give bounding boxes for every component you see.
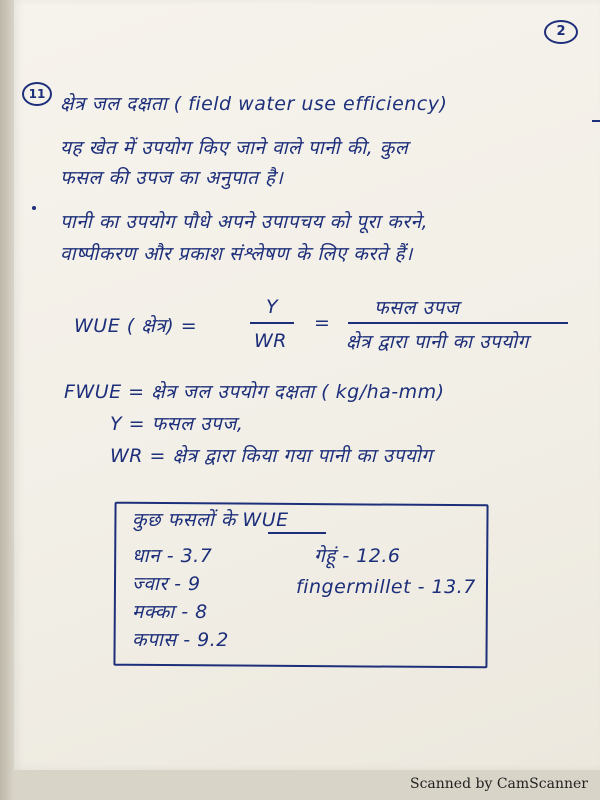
- notebook-page: [14, 0, 600, 770]
- formula-equals: =: [314, 312, 331, 334]
- crop-fingermillet: fingermillet - 13.7: [296, 576, 476, 598]
- legend-fwue: FWUE = क्षेत्र जल उपयोग दक्षता ( kg/ha-mm): [64, 381, 445, 403]
- fraction-bar-2: [348, 322, 568, 324]
- legend-wr: WR = क्षेत्र द्वारा किया गया पानी का उपयोग: [110, 445, 433, 467]
- legend-y: Y = फसल उपज,: [110, 413, 244, 435]
- page-number: 2: [544, 20, 578, 44]
- box-title-underline: [268, 532, 326, 534]
- scan-edge-shadow: [0, 0, 14, 800]
- crop-cotton: कपास - 9.2: [132, 629, 229, 651]
- note-line-2: वाष्पीकरण और प्रकाश संश्लेषण के लिए करते हैं।: [60, 243, 413, 265]
- crop-maize: मक्का - 8: [132, 601, 208, 623]
- formula-frac1-numerator: Y: [266, 296, 279, 318]
- formula-frac1-denominator: WR: [254, 330, 287, 352]
- fraction-bar-1: [250, 322, 294, 324]
- formula-frac2-denominator: क्षेत्र द्वारा पानी का उपयोग: [346, 331, 529, 353]
- heading: क्षेत्र जल दक्षता ( field water use efficiency): [60, 93, 448, 115]
- definition-line-1: यह खेत में उपयोग किए जाने वाले पानी की, कुल: [60, 137, 409, 159]
- stray-ink-mark: [592, 120, 600, 122]
- section-marker: 11: [22, 82, 52, 106]
- definition-line-2: फसल की उपज का अनुपात है।: [60, 167, 284, 189]
- crop-wheat: गेहूं - 12.6: [314, 545, 401, 567]
- box-title: कुछ फसलों के WUE: [132, 509, 289, 531]
- bullet-dot: [32, 206, 36, 210]
- formula-lhs: WUE ( क्षेत्र) =: [74, 315, 198, 337]
- note-line-1: पानी का उपयोग पौधे अपने उपापचय को पूरा करने,: [60, 211, 429, 233]
- formula-frac2-numerator: फसल उपज: [374, 297, 460, 319]
- scanner-footer: Scanned by CamScanner: [410, 776, 588, 792]
- crop-paddy: धान - 3.7: [132, 545, 213, 567]
- crop-jowar: ज्वार - 9: [132, 573, 201, 595]
